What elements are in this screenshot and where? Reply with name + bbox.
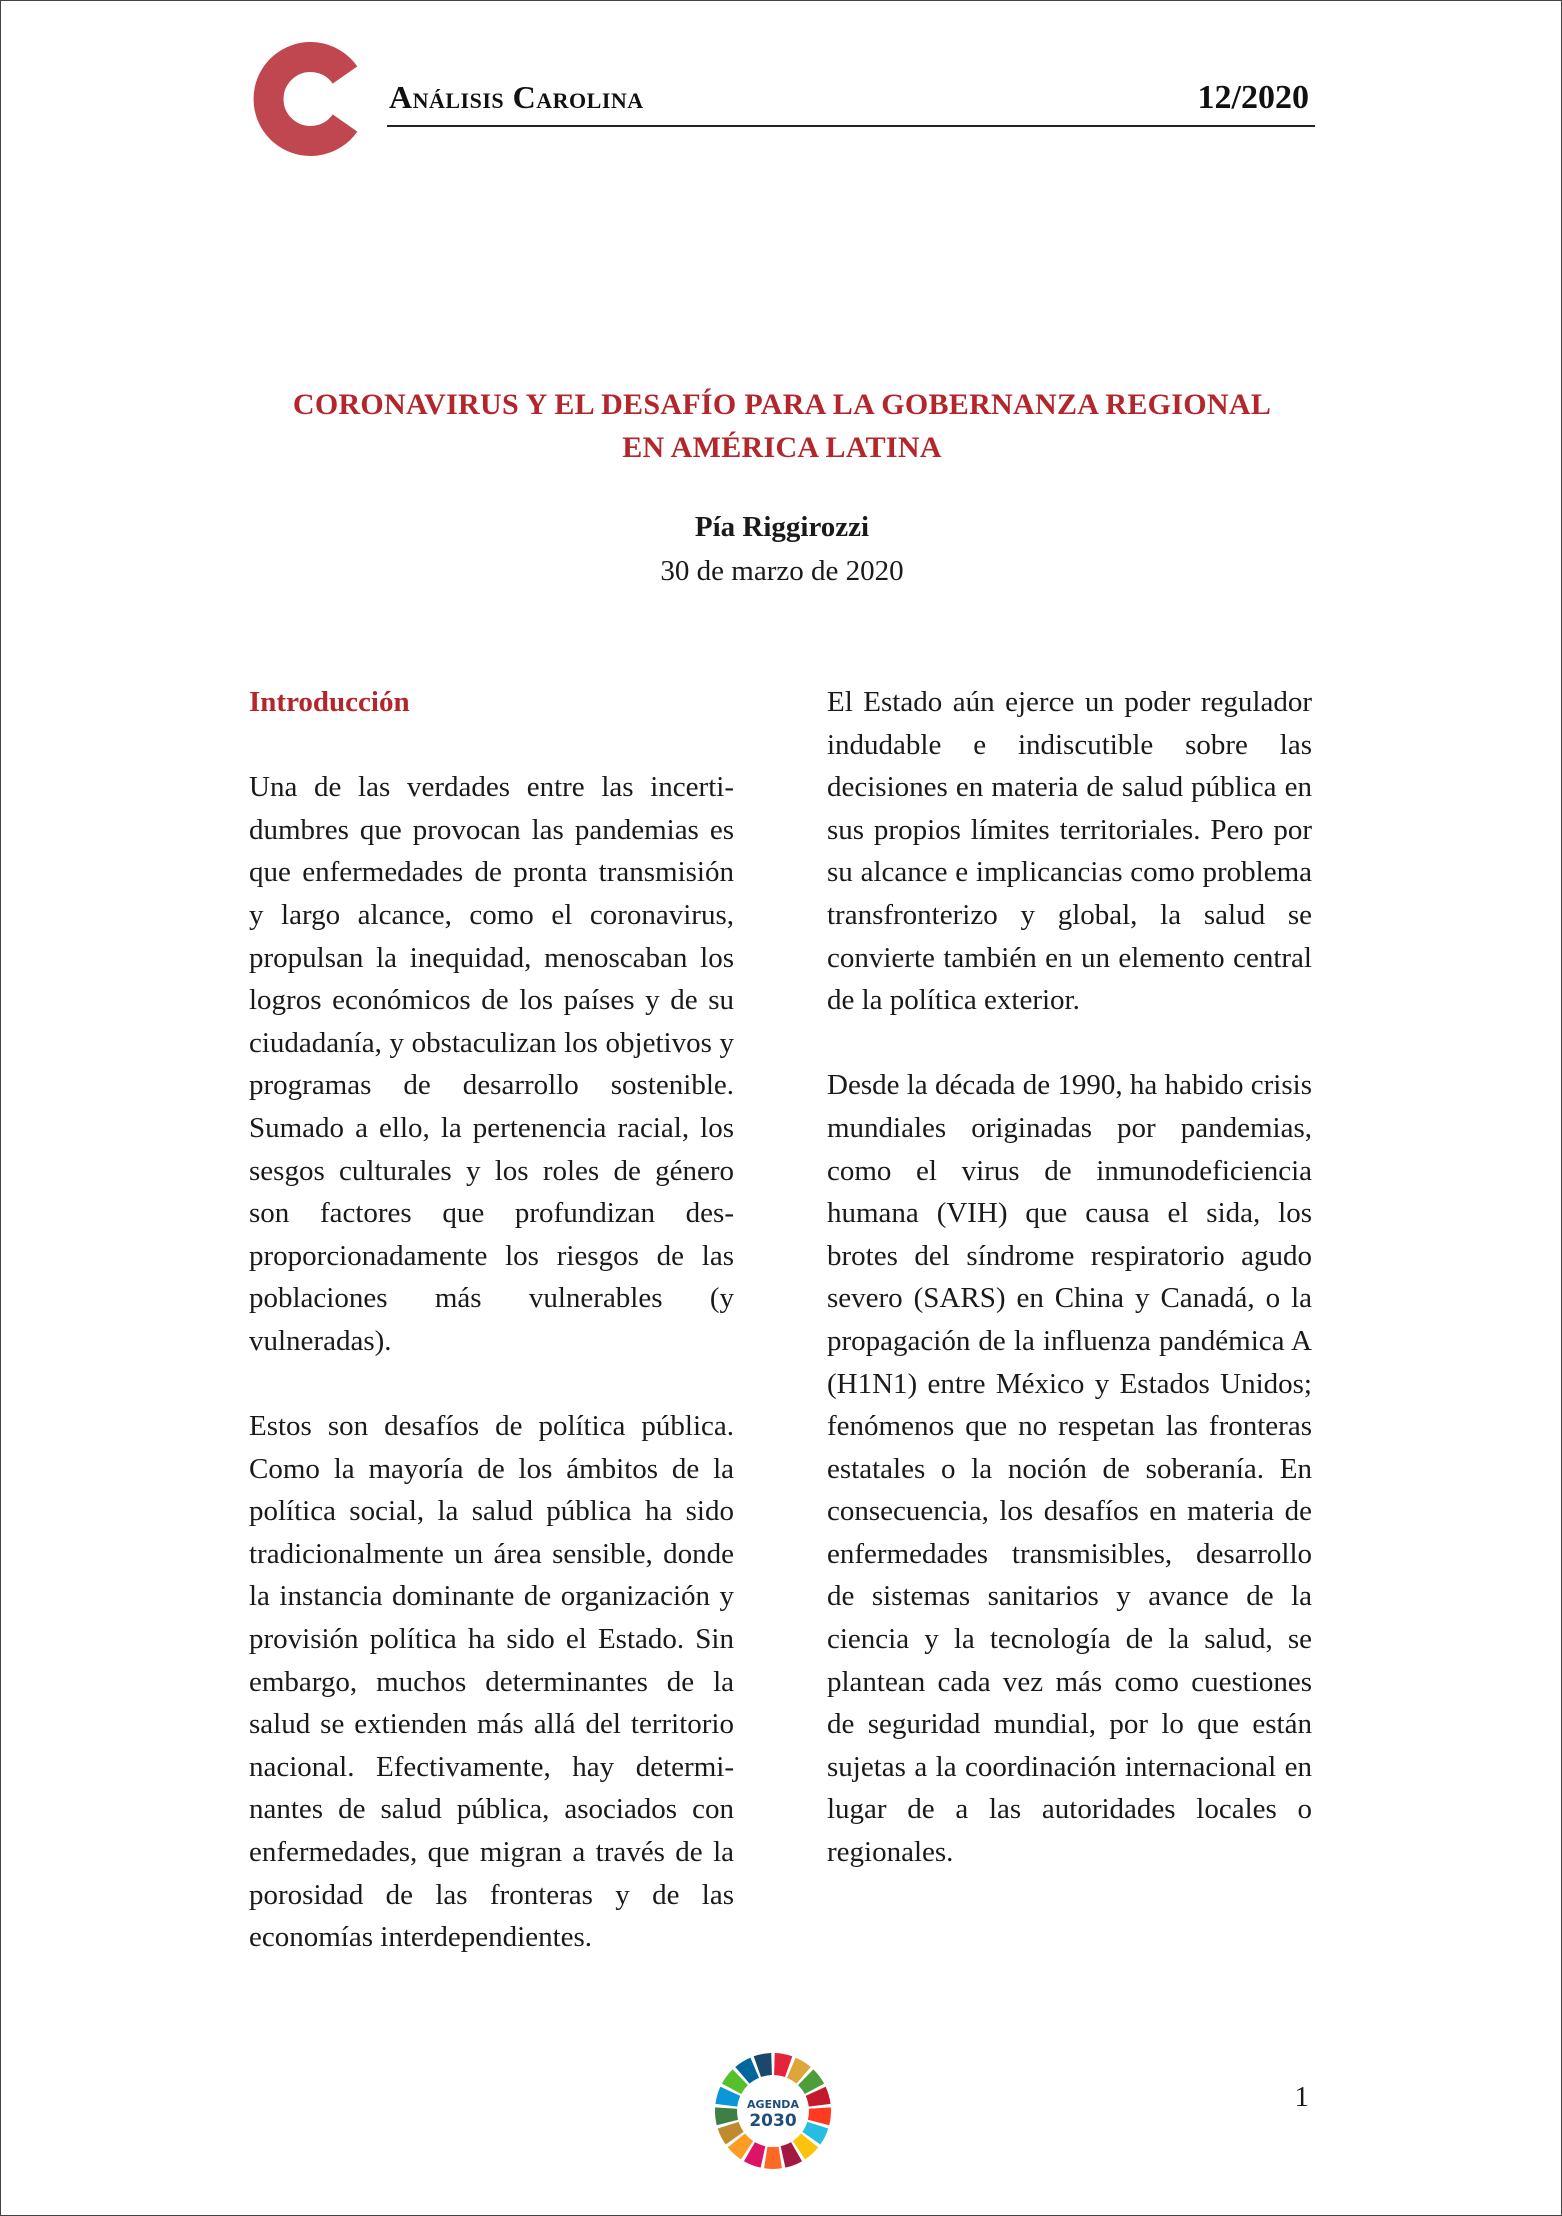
title-line-2: EN AMÉRICA LATINA bbox=[622, 431, 942, 464]
brand-name: Análisis Carolina bbox=[389, 79, 644, 115]
title-line-1: CORONAVIRUS Y EL DESAFÍO PARA LA GOBERNANZA REGIONAL bbox=[292, 388, 1272, 421]
paragraph: Desde la década de 1990, ha habido crisis mundiales originadas por pandemias, como el virus de inmunodeficiencia humana (VIH) que causa el sida, los brotes del síndrome respiratorio agudo severo (SARS) en China y Canadá, o la propagación de la influenza pandémica A (H1N1) entre México y Estados Unidos; fenómenos que no respetan las fronteras estatales o la noción de soberanía. En consecuencia, los desafíos en materia de enfermedades transmisibles, desarrollo de sistemas sanitarios y avance de la ciencia y la tecnología de la salud, se plantean cada vez más como cuestiones de seguridad mundial, por lo que están sujetas a la coordinación internacional en lugar de a las autoridades locales o regionales. bbox=[827, 1069, 1312, 1869]
agenda-year: 2030 bbox=[749, 2111, 797, 2131]
header-rule bbox=[387, 125, 1315, 127]
sdg-segment bbox=[715, 2107, 738, 2125]
document-title bbox=[241, 383, 1323, 469]
author-name: Pía Riggirozzi bbox=[694, 511, 870, 543]
publication-date: 30 de marzo de 2020 bbox=[660, 555, 904, 587]
page-number: 1 bbox=[1294, 2081, 1309, 2113]
paragraph: Estos son desafíos de política pública. Como la mayoría de los ámbitos de la política social, la salud pública ha sido tradicionalmente un área sensible, donde la instancia dominante de organización y provisión política ha sido el Estado. Sin embargo, muchos determinantes de la salud se extienden más allá del territorio nacional. Efectivamente, hay determinantes de salud pública, asociados con enfermedades, que migran a través de la porosidad de las fronteras y de las economías interdependientes. bbox=[249, 1410, 734, 1954]
paragraph: Una de las verdades entre las incertidumbres que provocan las pandemias es que enfermedades de pronta transmisión y largo alcance, como el coronavirus, propulsan la inequidad, menoscaban los logros económicos de los países y de su ciudadanía, y obstaculizan los objetivos y programas de desarrollo sostenible. Sumado a ello, la pertenencia racial, los sesgos culturales y los roles de género son factores que profundizan desproporcionadamente los riesgos de las poblaciones más vulnerables (y vulneradas). bbox=[249, 771, 734, 1357]
carolina-logo-icon bbox=[251, 41, 363, 157]
agenda-2030-logo-icon bbox=[713, 2051, 833, 2171]
left-column bbox=[249, 681, 734, 2001]
agenda-label: AGENDA bbox=[747, 2098, 799, 2111]
paragraph: El Estado aún ejerce un poder regulador indudable e indiscutible sobre las decisiones en materia de salud pública en sus propios límites territoriales. Pero por su alcance e implicancias como problema transfronterizo y global, la salud se convierte también en un elemento central de la política exterior. bbox=[827, 686, 1312, 1017]
issue-number: 12/2020 bbox=[1197, 79, 1309, 116]
right-column bbox=[827, 681, 1312, 1916]
sdg-segment bbox=[808, 2107, 831, 2125]
section-heading: Introducción bbox=[249, 686, 410, 718]
sdg-segment bbox=[764, 2147, 782, 2169]
